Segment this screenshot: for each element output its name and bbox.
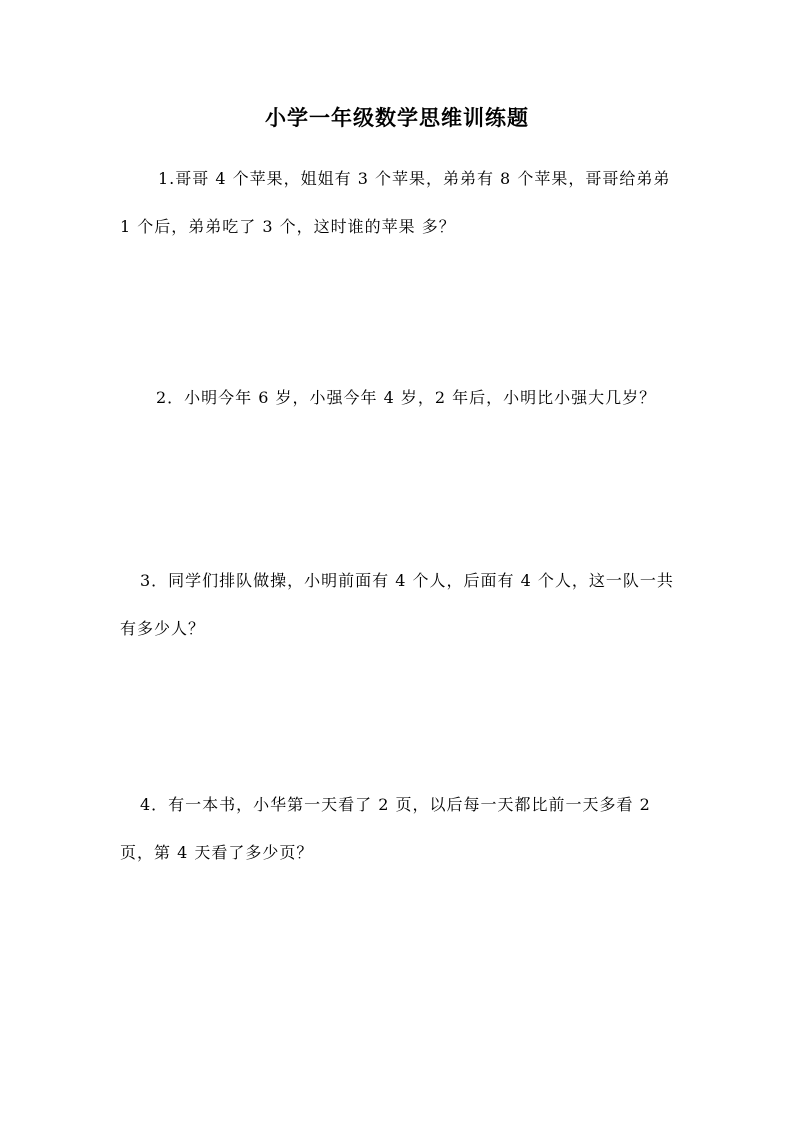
question-2: 2．小明今年 6 岁，小强今年 4 岁，2 年后，小明比小强大几岁？ — [156, 388, 657, 407]
question-3: 3．同学们排队做操，小明前面有 4 个人，后面有 4 个人，这一队一共有多少人？ — [120, 571, 674, 638]
question-1: 1.哥哥 4 个苹果，姐姐有 3 个苹果，弟弟有 8 个苹果，哥哥给弟弟 1 个后，弟弟吃了 3 个，这时谁的苹果 多？ — [120, 169, 671, 236]
document-title: 小学一年级数学思维训练题 — [265, 105, 529, 130]
question-4: 4．有一本书，小华第一天看了 2 页，以后每一天都比前一天多看 2 页，第 4 天看了多少页？ — [120, 795, 651, 862]
